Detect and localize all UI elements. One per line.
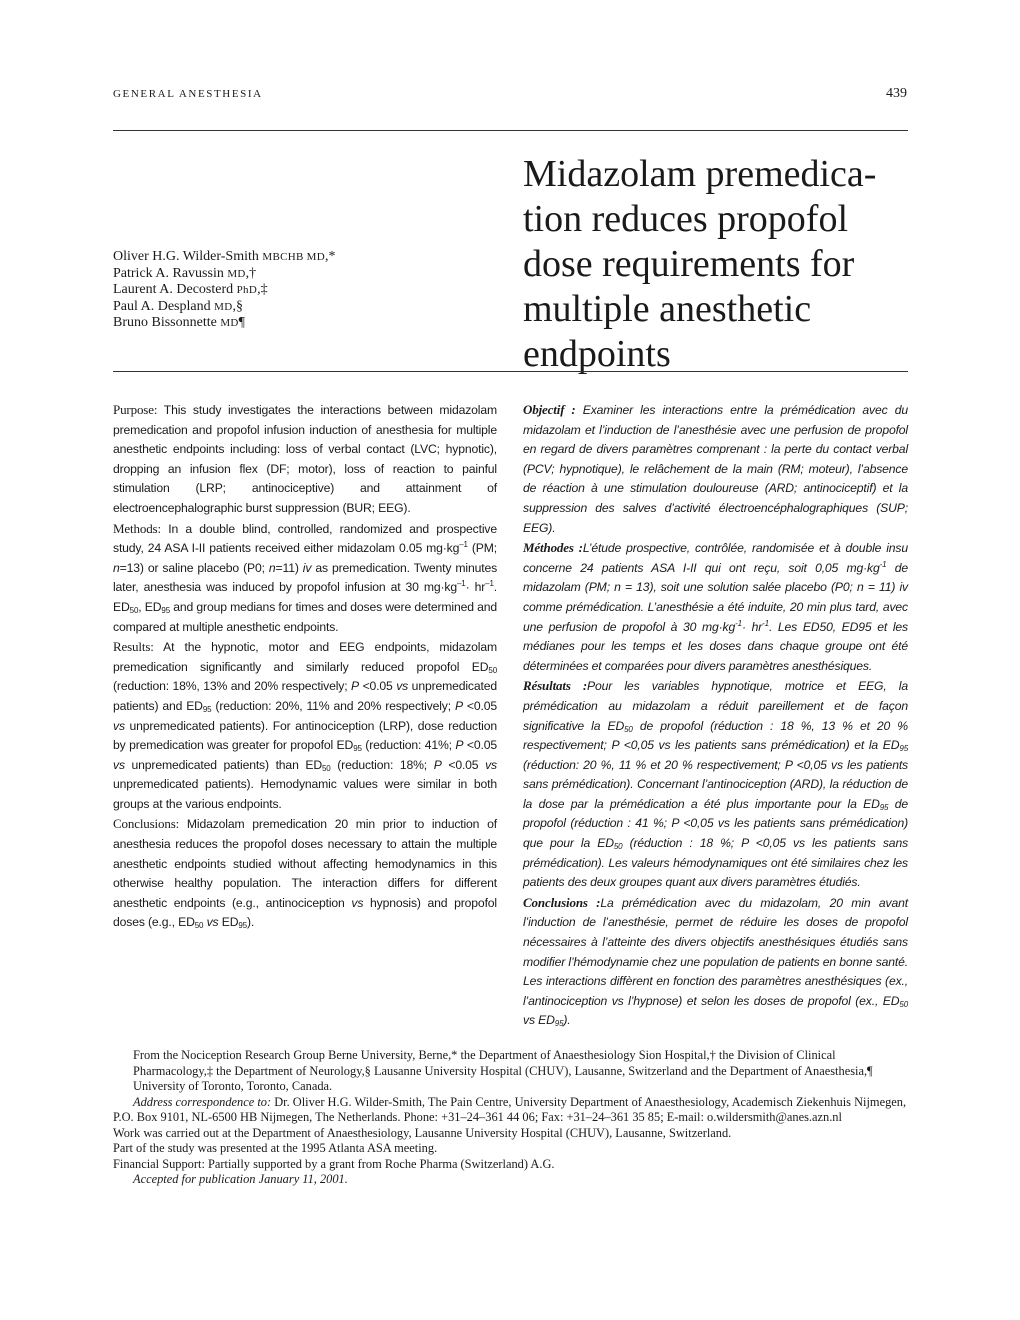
abstract-purpose: Purpose: This study investigates the interactions between midazolam premedication and propofol infusion induction of anesthesia for multiple anesthetic endpoints including: loss of verbal contact (LVC; hypnotic), dropping an infusion flex (DF; motor), loss of reaction to painful stimulation (LRP; antinociceptive) and attainment of electroencephalographic burst suppression (BUR; EEG). (113, 402, 497, 515)
running-head-section: GENERAL ANESTHESIA (113, 88, 263, 100)
resume-resultats: Résultats :Pour les variables hypnotique, motrice et EEG, la prémédication au midazolam a réduit pareillement et de façon significative la $ED_{50}$ de propofol (réduction : 18 %, 13 % et 20 % respectivement; P <0,05 vs les patients sans prémédication) et la $ED_{95}$ (réduction: 20 %, 11 % et 20 % respectivement; P <0,05 vs les patients sans prémédication). Concernant l’antinociception (ARD), la réduction de la dose par la prémédication a été plus importante pour la $ED_{95}$ de propofol (réduction : 41 %; P <0,05 vs les patients sans prémédication) que pour la $ED_{50}$ (réduction : 18 %; P <0,05 vs les patients sans prémédication). Les valeurs hémodynamiques ont été similaires chez les patients des deux groupes quant aux divers paramètres étudiés. (523, 678, 909, 890)
resume-objectif: Objectif : Examiner les interactions entre la prémédication avec du midazolam et l’induction de l’anesthésie avec une perfusion de propofol en regard de divers paramètres comprenant : la perte du contact verbal (PCV; hypnotique), le relâchement de la main (RM; moteur), l’absence de réaction à une stimulation douloureuse (ARD; antinociceptif) et la suppression des salves d’activité électroencéphalographiques (SUP; EEG). (523, 402, 908, 535)
footnote-presented: Part of the study was presented at the 1995 Atlanta ASA meeting. (113, 1141, 438, 1155)
author: Oliver H.G. Wilder-Smith MBCHB MD,* (113, 249, 336, 264)
resume-conclusions: Conclusions :La prémédication avec du midazolam, 20 min avant l’induction de l’anesthésie, permet de réduire les doses de propofol nécessaires à l’atteinte des divers objectifs anesthésiques étudiés sans modifier l’hémodynamie chez une population de patients en bonne santé. Les interactions diffèrent en fonction des paramètres anesthésiques (ex., l’antinociception vs l’hypnose) et selon les doses de propofol (ex., $ED_{50}$ vs $ED_{95}$). (523, 894, 908, 1029)
top-rule (113, 130, 908, 131)
abstract-french (523, 400, 908, 1031)
footnotes (113, 1048, 908, 1188)
article-title (523, 152, 913, 377)
title-line: endpoints (523, 333, 671, 375)
footnote-work: Work was carried out at the Department of Anaesthesiology, Lausanne University Hospital (CHUV), Lausanne, Switzerland. (113, 1125, 732, 1140)
footnote-accepted: Accepted for publication January 11, 2001. (133, 1172, 348, 1186)
abstract-methods: Methods: In a double blind, controlled, randomized and prospective study, 24 ASA I-II patients received either midazolam 0.05 $mg\cdot kg^{-1}$ (PM; n=13) or saline placebo (P0; n=11) iv as premedication. Twenty minutes later, anesthesia was induced by propofol infusion at 30 $mg\cdot kg^{-1}\cdot hr^{-1}$. $ED_{50}$, $ED_{95}$ and group medians for times and doses were determined and compared at multiple anesthetic endpoints. (113, 520, 498, 634)
author: Bruno Bissonnette MD¶ (113, 315, 246, 330)
footnote-affiliations: From the Nociception Research Group Berne University, Berne,* the Department of Anaesthesiology Sion Hospital,† the Division of Clinical Pharmacology,‡ the Department of Neurology,§ Lausanne University Hospital (CHUV), Lausanne, Switzerland and the Department of Anaesthesia,¶ University of Toronto, Toronto, Canada. (133, 1048, 873, 1093)
title-line: dose requirements for (523, 243, 855, 285)
title-line: Midazolam premedica- (523, 153, 877, 195)
abstract-results: Results: At the hypnotic, motor and EEG endpoints, midazolam premedication significantly and similarly reduced propofol $ED_{50}$ (reduction: 18%, 13% and 20% respectively; P <0.05 vs unpremedicated patients) and $ED_{95}$ (reduction: 20%, 11% and 20% respectively; P <0.05 vs unpremedicated patients). For antinociception (LRP), dose reduction by premedication was greater for propofol $ED_{95}$ (reduction: 41%; P <0.05 vs unpremedicated patients) than $ED_{50}$ (reduction: 18%; P <0.05 vs unpremedicated patients). Hemodynamic values were similar in both groups at the various endpoints. (113, 639, 497, 811)
author: Laurent A. Decosterd PhD,‡ (113, 282, 268, 297)
title-line: multiple anesthetic (523, 288, 812, 330)
abstract-conclusions: Conclusions: Midazolam premedication 20 min prior to induction of anesthesia reduces the propofol doses necessary to attain the multiple anesthetic endpoints studied without affecting hemodynamics in this otherwise healthy population. The interaction differs for different anesthetic endpoints (e.g., antinociception vs hypnosis) and propofol doses (e.g., $ED_{50}$ vs $ED_{95}$). (113, 816, 497, 931)
resume-methodes: Méthodes :L’étude prospective, contrôlée, randomisée et à double insu concerne 24 patients ASA I-II qui ont reçu, soit 0,05 $mg\cdot kg^{-1}$ de midazolam (PM; n = 13), soit une solution salée placebo (P0; n = 11) iv comme prémédication. L’anesthésie a été induite, 20 min plus tard, avec une perfusion de propofol à 30 $mg\cdot kg^{-1}\cdot hr^{-1}$. Les ED50, ED95 et les médianes pour les temps et les doses dans chaque groupe ont été déterminées et comparées pour divers paramètres anesthésiques. (523, 540, 908, 673)
author-list (113, 249, 336, 332)
title-line: tion reduces propofol (523, 198, 849, 240)
author: Patrick A. Ravussin MD,† (113, 265, 257, 281)
footnote-address: Address correspondence to: Dr. Oliver H.G. Wilder-Smith, The Pain Centre, University Department of Anaesthesiology, Academisch Ziekenhuis Nijmegen, P.O. Box 9101, NL-6500 HB Nijmegen, The Netherlands. Phone: +31–24–361 44 06; Fax: +31–24–361 35 85; E-mail: o.wildersmith@anes.azn.nl (113, 1094, 907, 1124)
footnote-support: Financial Support: Partially supported by a grant from Roche Pharma (Switzerland) A.G. (113, 1156, 555, 1171)
abstract-english (113, 400, 497, 933)
page-number: 439 (886, 86, 907, 101)
author: Paul A. Despland MD,§ (113, 298, 243, 314)
abstract-rule (113, 371, 908, 372)
